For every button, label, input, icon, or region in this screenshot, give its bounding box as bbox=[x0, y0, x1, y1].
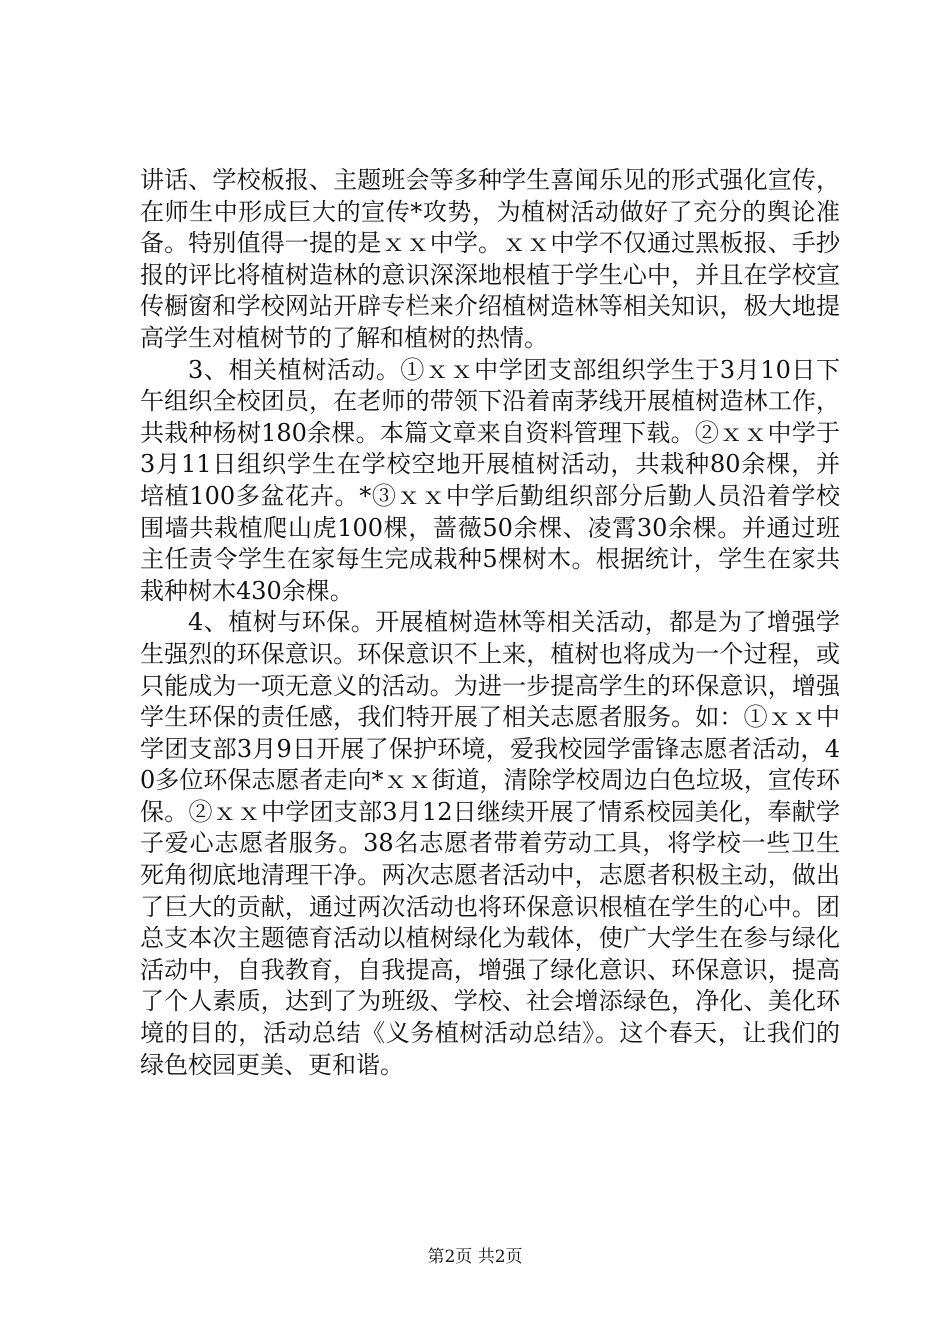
document-body bbox=[140, 165, 840, 1081]
paragraph-3: 4、植树与环保。开展植树造林等相关活动，都是为了增强学生强烈的环保意识。环保意识不上来，植树也将成为一个过程，或只能成为一项无意义的活动。为进一步提高学生的环保意识，增强学生环保的责任感，我们特开展了相关志愿者服务。如：①ｘｘ中学团支部3月9日开展了保护环境，爱我校园学雷锋志愿者活动，40多位环保志愿者走向*ｘｘ街道，清除学校周边白色垃圾，宣传环保。②ｘｘ中学团支部3月12日继续开展了情系校园美化，奉献学子爱心志愿者服务。38名志愿者带着劳动工具，将学校一些卫生死角彻底地清理干净。两次志愿者活动中，志愿者积极主动，做出了巨大的贡献，通过两次活动也将环保意识根植在学生的心中。团总支本次主题德育活动以植树绿化为载体，使广大学生在参与绿化活动中，自我教育，自我提高，增强了绿化意识、环保意识，提高了个人素质，达到了为班级、学校、社会增添绿色，净化、美化环境的目的，活动总结《义务植树活动总结》。这个春天，让我们的绿色校园更美、更和谐。 bbox=[140, 608, 840, 1079]
page-number-footer: 第2页 共2页 bbox=[427, 1247, 523, 1267]
paragraph-2: 3、相关植树活动。①ｘｘ中学团支部组织学生于3月10日下午组织全校团员，在老师的带领下沿着南茅线开展植树造林工作，共栽种杨树180余棵。本篇文章来自资料管理下载。②ｘｘ中学于3月11日组织学生在学校空地开展植树活动，共栽种80余棵，并培植100多盆花卉。*③ｘｘ中学后勤组织部分后勤人员沿着学校围墙共栽植爬山虎100棵，蔷薇50余棵、凌霄30余棵。并通过班主任责令学生在家每生完成栽种5棵树木。根据统计，学生在家共栽种树木430余棵。 bbox=[140, 355, 840, 605]
paragraph-1: 讲话、学校板报、主题班会等多种学生喜闻乐见的形式强化宣传，在师生中形成巨大的宣传*攻势，为植树活动做好了充分的舆论准备。特别值得一提的是ｘｘ中学。ｘｘ中学不仅通过黑板报、手抄报的评比将植树造林的意识深深地根植于学生心中，并且在学校宣传橱窗和学校网站开辟专栏来介绍植树造林等相关知识，极大地提高学生对植树节的了解和植树的热情。 bbox=[140, 166, 840, 352]
